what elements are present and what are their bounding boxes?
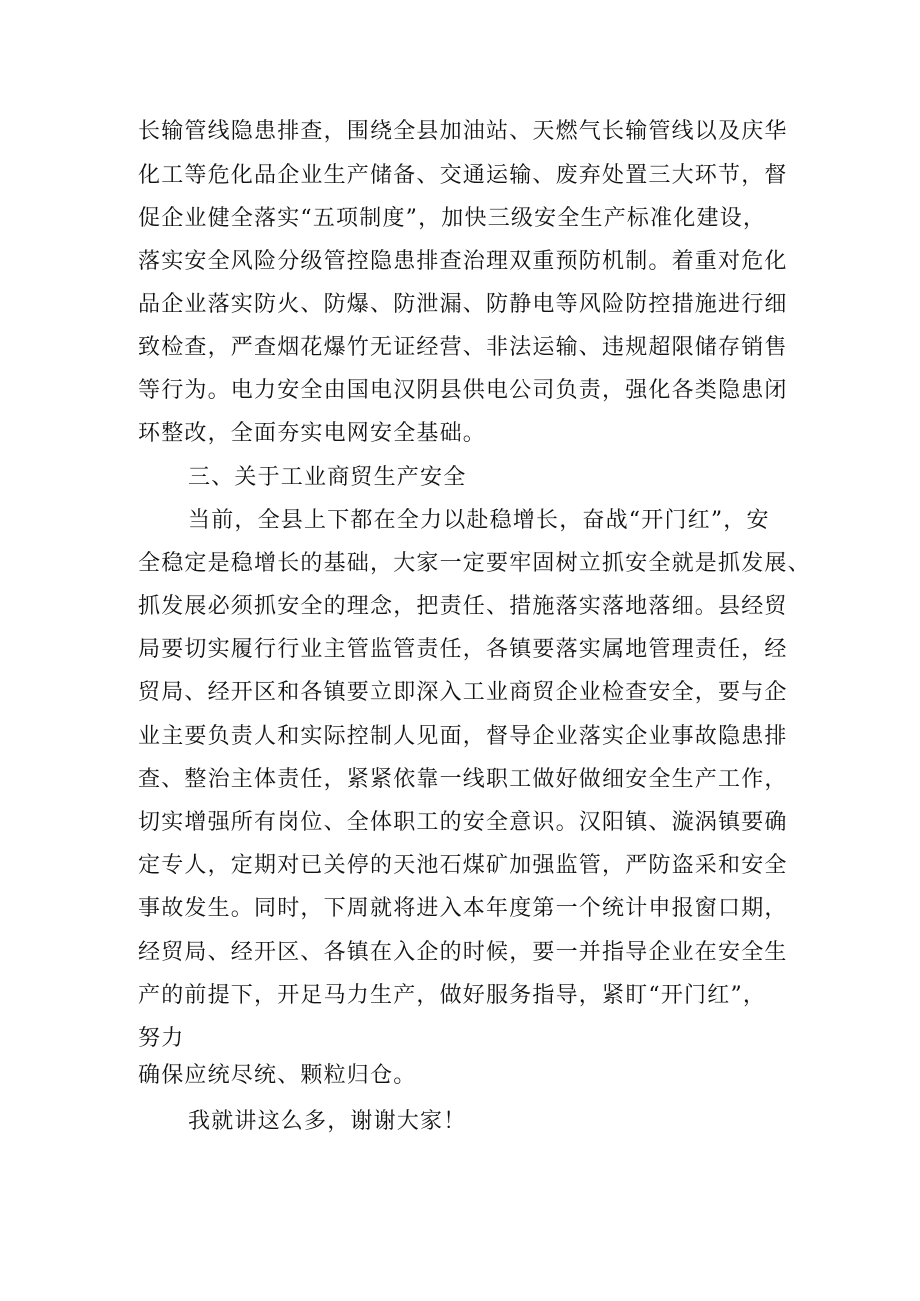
text-line: 贸局、经开区和各镇要立即深入工业商贸企业检查安全，要与企 xyxy=(138,680,788,705)
text-line: 致检查，严查烟花爆竹无证经营、非法运输、违规超限储存销售 xyxy=(138,335,788,360)
text-line: 定专人，定期对已关停的天池石煤矿加强监管，严防盗采和安全 xyxy=(138,853,788,878)
text-line: 努力 xyxy=(138,1026,185,1051)
text-line: 环整改，全面夯实电网安全基础。 xyxy=(138,421,487,446)
text-line: 切实增强所有岗位、全体职工的安全意识。汉阳镇、漩涡镇要确 xyxy=(138,810,788,835)
text-line: 抓发展必须抓安全的理念，把责任、措施落实落地落细。县经贸 xyxy=(138,594,788,619)
text-line: 品企业落实防火、防爆、防泄漏、防静电等风险防控措施进行细 xyxy=(138,292,788,317)
text-line: 促企业健全落实“五项制度”，加快三级安全生产标准化建设， xyxy=(138,206,767,231)
text-line: 业主要负责人和实际控制人见面，督导企业落实企业事故隐患排 xyxy=(138,724,788,749)
text-line: 确保应统尽统、颗粒归仓。 xyxy=(138,1063,417,1088)
text-line: 长输管线隐患排查，围绕全县加油站、天燃气长输管线以及庆华 xyxy=(138,119,788,144)
text-line: 查、整治主体责任，紧紧依靠一线职工做好做细安全生产工作， xyxy=(138,767,788,792)
section-heading: 三、关于工业商贸生产安全 xyxy=(188,465,467,490)
text-line: 事故发生。同时，下周就将进入本年度第一个统计申报窗口期， xyxy=(138,896,788,921)
text-line: 产的前提下，开足马力生产，做好服务指导，紧盯“开门红”， xyxy=(138,983,767,1008)
text-line: 全稳定是稳增长的基础，大家一定要牢固树立抓安全就是抓发展、 xyxy=(138,551,811,576)
text-line: 等行为。电力安全由国电汉阴县供电公司负责，强化各类隐患闭 xyxy=(138,378,788,403)
paragraph-first-line: 当前，全县上下都在全力以赴稳增长，奋战“开门红”，安 xyxy=(188,508,770,533)
text-line: 落实安全风险分级管控隐患排查治理双重预防机制。着重对危化 xyxy=(138,249,788,274)
closing-line: 我就讲这么多，谢谢大家！ xyxy=(188,1109,467,1134)
text-line: 化工等危化品企业生产储备、交通运输、废弃处置三大环节，督 xyxy=(138,163,788,188)
text-line: 局要切实履行行业主管监管责任，各镇要落实属地管理责任，经 xyxy=(138,637,788,662)
text-line: 经贸局、经开区、各镇在入企的时候，要一并指导企业在安全生 xyxy=(138,940,788,965)
